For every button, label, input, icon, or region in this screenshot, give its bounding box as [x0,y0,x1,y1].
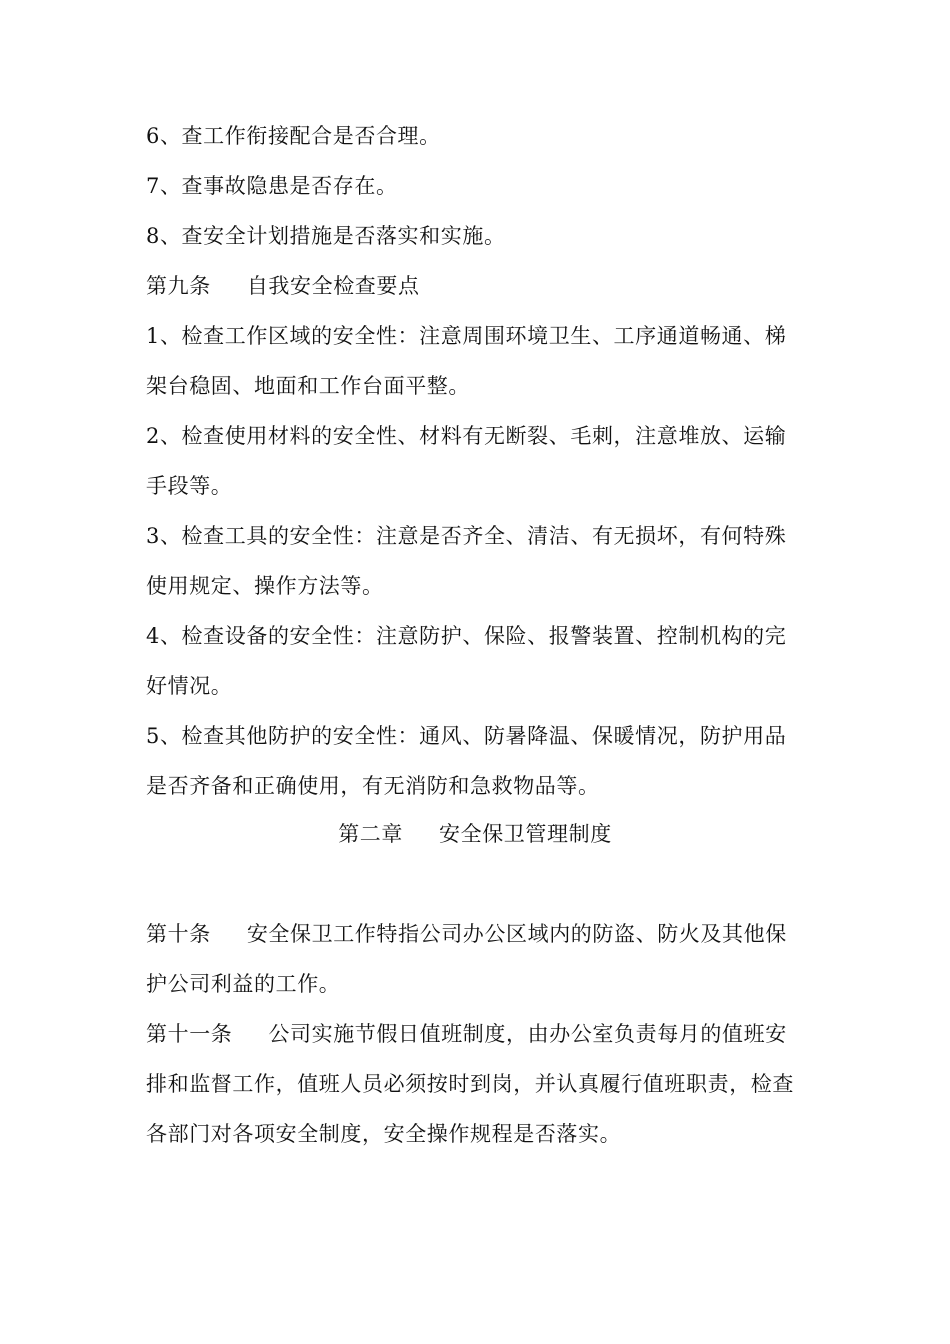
article-9-title: 自我安全检查要点 [246,274,420,298]
chapter-2-heading [0,820,950,848]
self-check-item-1: 1、检查工作区域的安全性：注意周围环境卫生、工序通道畅通、梯 [146,324,787,348]
article-11-label: 第十一条 [146,1022,233,1046]
self-check-item-2-cont: 手段等。 [146,474,233,498]
self-check-item-1-cont: 架台稳固、地面和工作台面平整。 [146,374,470,398]
self-check-item-2: 2、检查使用材料的安全性、材料有无断裂、毛刺，注意堆放、运输 [146,424,787,448]
check-item-8: 8、查安全计划措施是否落实和实施。 [146,224,506,248]
article-9-label: 第九条 [146,274,211,298]
check-item-7: 7、查事故隐患是否存在。 [146,174,398,198]
check-item-6: 6、查工作衔接配合是否合理。 [146,124,441,148]
self-check-item-4: 4、检查设备的安全性：注意防护、保险、报警装置、控制机构的完 [146,624,787,648]
self-check-item-4-cont: 好情况。 [146,674,233,698]
chapter-2-label: 第二章 [338,822,403,846]
article-10-label: 第十条 [146,922,211,946]
article-11-text: 公司实施节假日值班制度，由办公室负责每月的值班安 [268,1022,787,1046]
article-11-cont-2: 各部门对各项安全制度，安全操作规程是否落实。 [146,1122,622,1146]
self-check-item-3-cont: 使用规定、操作方法等。 [146,574,384,598]
chapter-2-title: 安全保卫管理制度 [439,822,612,846]
self-check-item-3: 3、检查工具的安全性：注意是否齐全、清洁、有无损坏，有何特殊 [146,524,787,548]
article-10 [146,920,826,948]
self-check-item-5-cont: 是否齐备和正确使用，有无消防和急救物品等。 [146,774,600,798]
article-9-heading [146,272,826,300]
article-11-cont-1: 排和监督工作，值班人员必须按时到岗，并认真履行值班职责，检查 [146,1072,794,1096]
article-10-cont: 护公司利益的工作。 [146,972,341,996]
self-check-item-5: 5、检查其他防护的安全性：通风、防暑降温、保暖情况，防护用品 [146,724,787,748]
article-10-text: 安全保卫工作特指公司办公区域内的防盗、防火及其他保 [246,922,787,946]
article-11 [146,1020,826,1048]
